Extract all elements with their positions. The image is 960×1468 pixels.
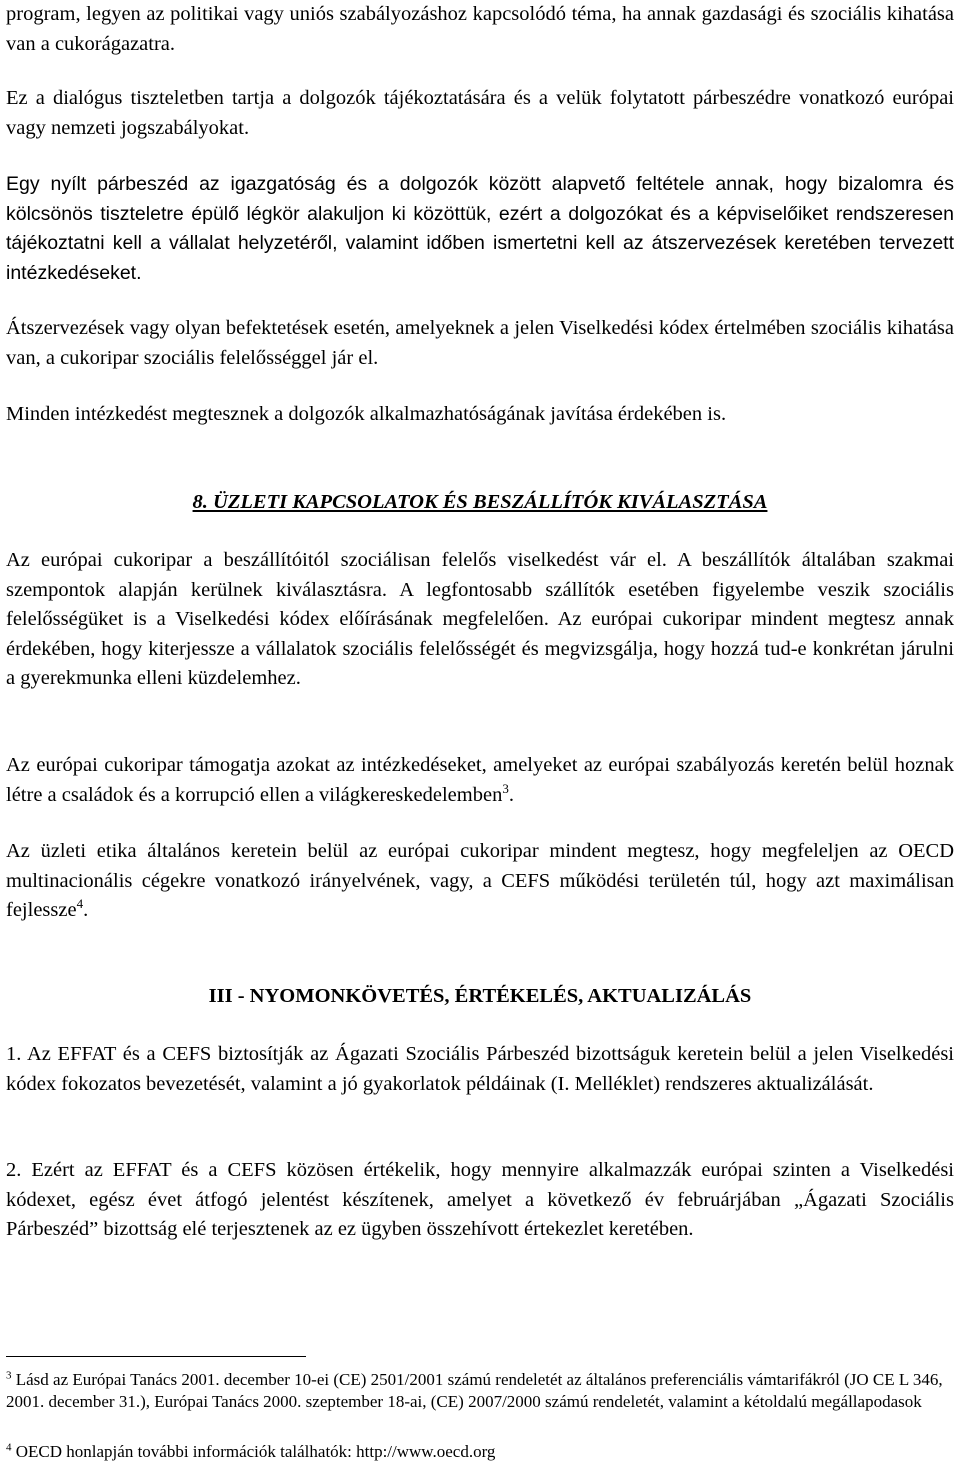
paragraph-5: Minden intézkedést megtesznek a dolgozók alkalmazhatóságának javítása érdekében is. (6, 403, 727, 425)
footnote-3 (6, 1369, 954, 1413)
footnote-ref-4[interactable]: 4 (76, 896, 84, 912)
paragraph-2: Ez a dialógus tiszteletben tartja a dolgozók tájékoztatására és a velük folytatott párbeszédre vonatkozó európai vagy nemzeti jogszabályokat. (6, 87, 954, 139)
paragraph-3: Egy nyílt párbeszéd az igazgatóság és a dolgozók között alapvető feltétele annak, hogy bizalomra és kölcsönös tiszteletre épülő légkör alakuljon ki közöttük, ezért a dolgozókat és a képviselőiket rendszeresen tájékoztatni kell a vállalat helyzetéről, valamint időben ismertetni kell az átszervezések keretében tervezett intézkedéseket. (6, 173, 954, 284)
paragraph-9: 1. Az EFFAT és a CEFS biztosítják az Ágazati Szociális Párbeszéd bizottságuk keretein belül a jelen Viselkedési kódex fokozatos bevezetését, valamint a jó gyakorlatok példáinak (I. Melléklet) rendszeres aktualizálását. (6, 1043, 954, 1095)
paragraph-10: 2. Ezért az EFFAT és a CEFS közösen értékelik, hogy mennyire alkalmazzák európai szinten a Viselkedési kódexet, egész évet átfogó jelentést készítenek, amelyet a következő év februárjában „Ágazati Szociális Párbeszéd” bizottság elé terjesztenek az ez ügyben összehívott értekezlet keretében. (6, 1159, 954, 1240)
paragraph-7-text: Az európai cukoripar támogatja azokat az intézkedéseket, amelyeket az európai szabályozás keretén belül hoznak létre a családok és a korrupció ellen a világkereskedelemben (6, 754, 954, 806)
paragraph-8 (6, 837, 954, 926)
section-heading-8: 8. ÜZLETI KAPCSOLATOK ÉS BESZÁLLÍTÓK KIVÁLASZTÁSA (192, 491, 768, 513)
footnote-separator (6, 1356, 306, 1357)
footnote-3-text: Lásd az Európai Tanács 2001. december 10-ei (CE) 2501/2001 számú rendeletét az általános preferenciális vámtarifákról (JO CE L 346, 2001. december 31.), Európai Tanács 2000. szeptember 18-ai, (CE) 2007/2000 számú rendeletét, valamint a kétoldalú megállapodasok (6, 1370, 943, 1411)
paragraph-8-text: Az üzleti etika általános keretein belül az európai cukoripar mindent megtesz, hogy megfeleljen az OECD multinacionális cégekre vonatkozó irányelvének, vagy, a CEFS működési területén túl, hogy azt maximálisan fejlessze (6, 840, 954, 921)
paragraph-8-end: . (83, 899, 89, 921)
footnote-4-text[interactable]: OECD honlapján további információk találhatók: http://www.oecd.org (11, 1442, 496, 1461)
footnote-ref-3[interactable]: 3 (502, 780, 509, 796)
footnote-3-number: 3 (6, 1369, 12, 1382)
footnote-4-number: 4 (6, 1441, 12, 1454)
section-heading-III: III - NYOMONKÖVETÉS, ÉRTÉKELÉS, AKTUALIZÁLÁS (208, 985, 752, 1007)
footnote-4 (6, 1441, 954, 1463)
paragraph-7-end: . (508, 783, 514, 806)
paragraph-6: Az európai cukoripar a beszállítóitól szociálisan felelős viselkedést vár el. A beszállítók általában szakmai szempontok alapján kerülnek kiválasztásra. A legfontosabb szállítók esetében figyelembe veszik szociális felelősségüket is a Viselkedési kódex előírásának megfelelően. Az európai cukoripar mindent megtesz annak érdekében, hogy kiterjessze a vállalatok szociális felelősségét és megvizsgálja, hogy hozzá tud-e konkrétan járulni a gyerekmunka elleni küzdelemhez. (6, 549, 954, 689)
paragraph-1: program, legyen az politikai vagy uniós szabályozáshoz kapcsolódó téma, ha annak gazdasági és szociális kihatása van a cukorágazatra. (6, 3, 954, 55)
paragraph-7 (6, 751, 954, 810)
paragraph-4: Átszervezések vagy olyan befektetések esetén, amelyeknek a jelen Viselkedési kódex értelmében szociális kihatása van, a cukoripar szociális felelősséggel jár el. (6, 317, 954, 369)
